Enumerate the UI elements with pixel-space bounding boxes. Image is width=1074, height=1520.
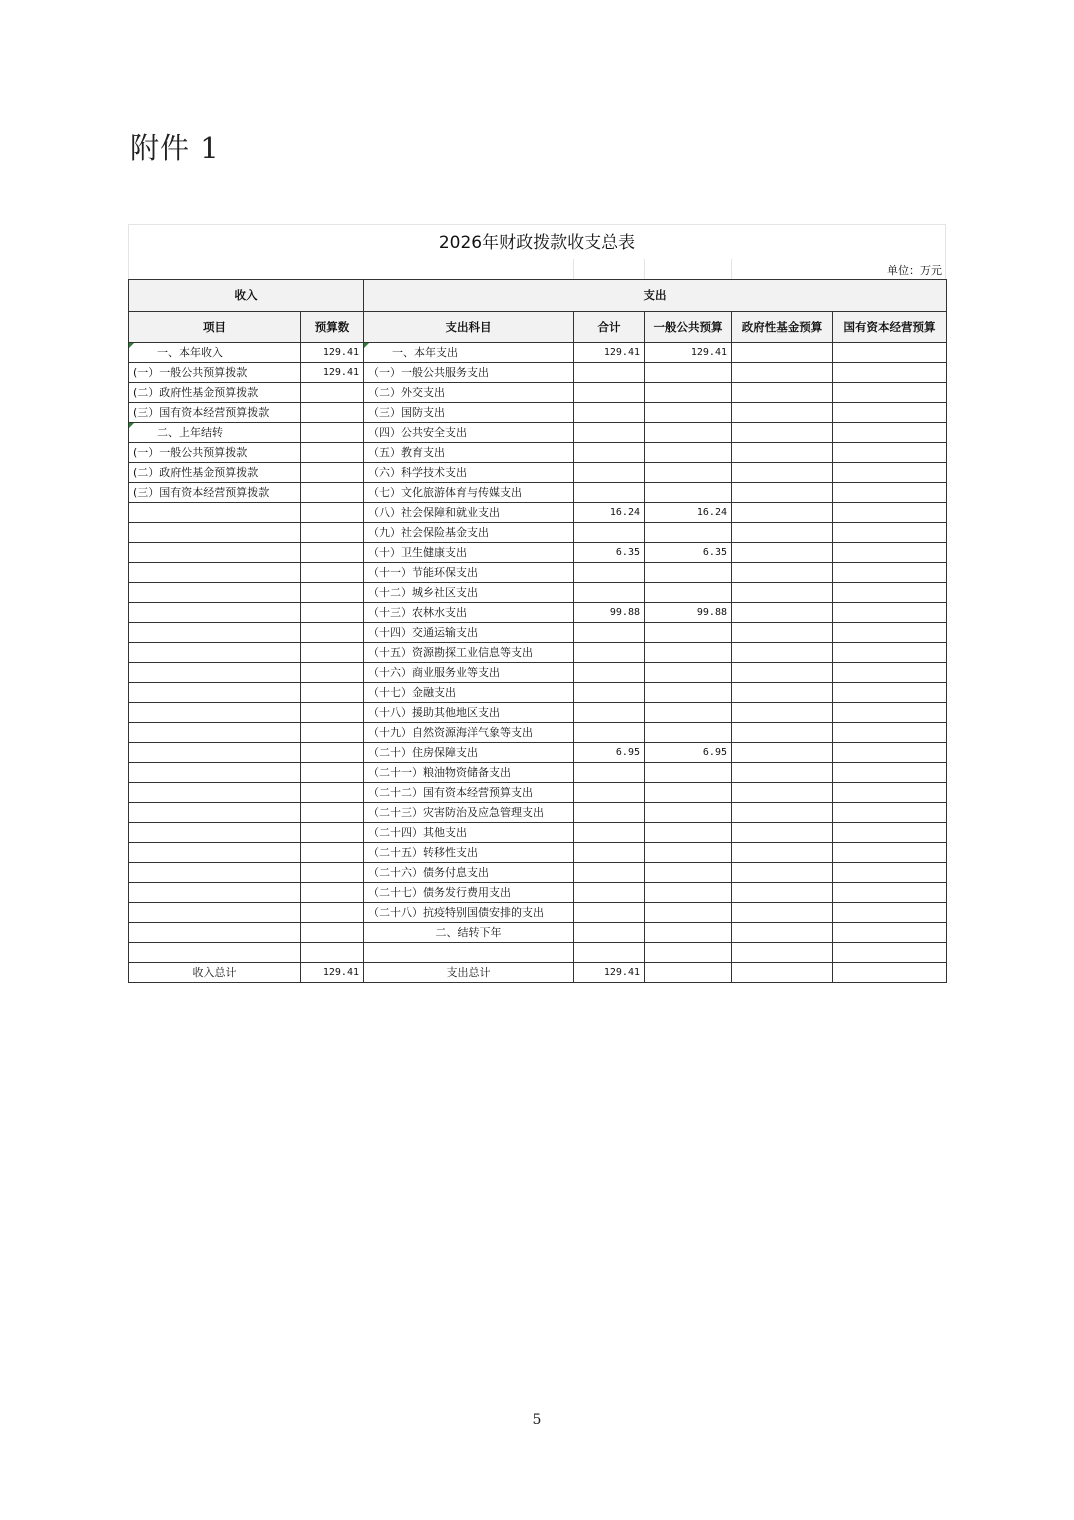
page-number: 5 [532, 1412, 542, 1428]
attachment-label: 附件 1 [130, 131, 220, 165]
expense-item-cell: （二十五）转移性支出 [364, 843, 574, 863]
expense-total-label: 支出总计 [364, 963, 574, 983]
income-amount-cell: 129.41 [301, 343, 364, 363]
general-public-cell [645, 463, 732, 483]
table-row [129, 463, 947, 483]
expense-total-cell [574, 923, 645, 943]
general-public-cell [645, 563, 732, 583]
table-row [129, 843, 947, 863]
gov-fund-cell [732, 503, 833, 523]
income-amount-cell [301, 763, 364, 783]
gov-fund-cell [732, 343, 833, 363]
gov-fund-cell [732, 703, 833, 723]
state-capital-cell [833, 643, 947, 663]
expense-item-cell: （十五）资源勘探工业信息等支出 [364, 643, 574, 663]
gov-fund-cell [732, 463, 833, 483]
expense-item-cell: （八）社会保障和就业支出 [364, 503, 574, 523]
general-public-cell [645, 723, 732, 743]
state-capital-cell [833, 503, 947, 523]
income-amount-cell [301, 723, 364, 743]
state-capital-cell [833, 743, 947, 763]
expense-item-cell: （六）科学技术支出 [364, 463, 574, 483]
general-public-cell [645, 863, 732, 883]
gov-fund-cell [732, 563, 833, 583]
table-row [129, 823, 947, 843]
gov-fund-cell [732, 903, 833, 923]
income-total-label: 收入总计 [129, 963, 301, 983]
state-capital-cell [833, 903, 947, 923]
general-public-cell [645, 403, 732, 423]
income-amount-cell [301, 623, 364, 643]
gov-fund-cell [732, 603, 833, 623]
income-item-cell [129, 563, 301, 583]
state-capital-cell [833, 943, 947, 963]
income-item-cell [129, 763, 301, 783]
gov-fund-cell [732, 923, 833, 943]
expense-item-cell: （三）国防支出 [364, 403, 574, 423]
expense-item-cell: （二十七）债务发行费用支出 [364, 883, 574, 903]
expense-total-cell [574, 363, 645, 383]
expense-total-cell [574, 783, 645, 803]
state-capital-cell [833, 423, 947, 443]
income-amount-cell [301, 463, 364, 483]
expense-total-cell [574, 443, 645, 463]
income-item-cell [129, 703, 301, 723]
general-public-cell [645, 663, 732, 683]
income-amount-cell [301, 943, 364, 963]
expense-item-cell: （二十二）国有资本经营预算支出 [364, 783, 574, 803]
income-item-cell: 一、本年收入 [129, 343, 301, 363]
income-item-cell [129, 923, 301, 943]
state-capital-cell [833, 443, 947, 463]
state-capital-cell [833, 463, 947, 483]
general-public-cell [645, 883, 732, 903]
table-row [129, 663, 947, 683]
income-item-cell [129, 823, 301, 843]
table-row [129, 403, 947, 423]
gov-fund-cell [732, 803, 833, 823]
state-capital-cell [833, 763, 947, 783]
state-capital-cell [833, 803, 947, 823]
expense-item-cell: （一）一般公共服务支出 [364, 363, 574, 383]
general-public-cell: 99.88 [645, 603, 732, 623]
table-row [129, 923, 947, 943]
state-capital-cell [833, 863, 947, 883]
income-item-cell [129, 863, 301, 883]
general-public-cell [645, 923, 732, 943]
income-item-cell [129, 843, 301, 863]
expense-item-cell: （二十四）其他支出 [364, 823, 574, 843]
expense-item-cell: （二十一）粮油物资储备支出 [364, 763, 574, 783]
expense-total-cell [574, 403, 645, 423]
gov-fund-cell [732, 483, 833, 503]
table-row [129, 423, 947, 443]
expense-item-cell: （十一）节能环保支出 [364, 563, 574, 583]
expense-item-cell: （十七）金融支出 [364, 683, 574, 703]
table-row [129, 883, 947, 903]
state-capital-cell [833, 483, 947, 503]
table-row [129, 743, 947, 763]
state-capital-cell [833, 563, 947, 583]
income-amount-cell [301, 683, 364, 703]
col-header-budget-amount: 预算数 [301, 312, 364, 343]
income-item-cell [129, 903, 301, 923]
gov-fund-cell [732, 683, 833, 703]
income-amount-cell [301, 383, 364, 403]
state-capital-cell [833, 703, 947, 723]
gov-fund-cell [732, 943, 833, 963]
income-item-cell [129, 643, 301, 663]
table-row [129, 723, 947, 743]
income-amount-cell [301, 643, 364, 663]
income-item-cell [129, 883, 301, 903]
expense-total-cell [574, 583, 645, 603]
income-amount-cell [301, 783, 364, 803]
gov-fund-cell [732, 443, 833, 463]
income-item-cell: (一）一般公共预算拨款 [129, 443, 301, 463]
table-row [129, 903, 947, 923]
state-capital-total [833, 963, 947, 983]
expense-total-cell [574, 903, 645, 923]
expense-total-cell [574, 383, 645, 403]
expense-item-cell: 一、本年支出 [364, 343, 574, 363]
general-public-total [645, 963, 732, 983]
gov-fund-cell [732, 823, 833, 843]
expense-item-cell: （十四）交通运输支出 [364, 623, 574, 643]
general-public-cell [645, 943, 732, 963]
income-amount-cell [301, 903, 364, 923]
col-header-state-capital: 国有资本经营预算 [833, 312, 947, 343]
expense-item-cell: （四）公共安全支出 [364, 423, 574, 443]
table-row [129, 443, 947, 463]
gov-fund-cell [732, 363, 833, 383]
table-row [129, 763, 947, 783]
state-capital-cell [833, 523, 947, 543]
expense-total-cell: 129.41 [574, 343, 645, 363]
income-item-cell: (三）国有资本经营预算拨款 [129, 483, 301, 503]
col-header-item: 项目 [129, 312, 301, 343]
income-item-cell [129, 683, 301, 703]
gov-fund-cell [732, 863, 833, 883]
income-amount-cell: 129.41 [301, 363, 364, 383]
expense-item-cell: （十八）援助其他地区支出 [364, 703, 574, 723]
general-public-cell [645, 683, 732, 703]
gov-fund-cell [732, 883, 833, 903]
budget-sheet [128, 224, 946, 983]
expense-header: 支出 [364, 280, 947, 312]
expense-total-cell: 6.35 [574, 543, 645, 563]
gov-fund-cell [732, 843, 833, 863]
expense-item-cell: （二）外交支出 [364, 383, 574, 403]
expense-item-cell: （五）教育支出 [364, 443, 574, 463]
general-public-cell: 129.41 [645, 343, 732, 363]
expense-total-cell [574, 863, 645, 883]
expense-total-cell [574, 423, 645, 443]
expense-total-cell [574, 643, 645, 663]
income-item-cell [129, 503, 301, 523]
general-public-cell [645, 443, 732, 463]
expense-item-cell: （十六）商业服务业等支出 [364, 663, 574, 683]
expense-item-cell: （二十六）债务付息支出 [364, 863, 574, 883]
general-public-cell: 6.35 [645, 543, 732, 563]
state-capital-cell [833, 683, 947, 703]
expense-total-cell: 99.88 [574, 603, 645, 623]
state-capital-cell [833, 543, 947, 563]
budget-table [128, 279, 947, 983]
unit-label: 单位：万元 [887, 264, 942, 277]
general-public-cell [645, 583, 732, 603]
expense-total-cell [574, 463, 645, 483]
expense-item-cell: （十二）城乡社区支出 [364, 583, 574, 603]
gov-fund-cell [732, 763, 833, 783]
table-row [129, 643, 947, 663]
expense-total-cell [574, 943, 645, 963]
state-capital-cell [833, 403, 947, 423]
income-amount-cell [301, 523, 364, 543]
expense-total-cell: 16.24 [574, 503, 645, 523]
gov-fund-cell [732, 623, 833, 643]
expense-total-cell [574, 523, 645, 543]
income-item-cell: 二、上年结转 [129, 423, 301, 443]
income-total-amount: 129.41 [301, 963, 364, 983]
general-public-cell [645, 623, 732, 643]
gov-fund-cell [732, 783, 833, 803]
expense-item-cell: （九）社会保险基金支出 [364, 523, 574, 543]
state-capital-cell [833, 783, 947, 803]
table-row [129, 703, 947, 723]
general-public-cell [645, 383, 732, 403]
general-public-cell [645, 843, 732, 863]
header-row-group [129, 280, 947, 312]
income-item-cell: (三）国有资本经营预算拨款 [129, 403, 301, 423]
income-item-cell [129, 663, 301, 683]
income-amount-cell [301, 923, 364, 943]
expense-total-cell [574, 623, 645, 643]
table-row [129, 563, 947, 583]
income-item-cell [129, 943, 301, 963]
income-amount-cell [301, 863, 364, 883]
gov-fund-cell [732, 743, 833, 763]
income-item-cell [129, 523, 301, 543]
expense-total-cell: 6.95 [574, 743, 645, 763]
state-capital-cell [833, 823, 947, 843]
table-row [129, 363, 947, 383]
general-public-cell [645, 423, 732, 443]
income-amount-cell [301, 443, 364, 463]
general-public-cell [645, 703, 732, 723]
expense-item-cell: （二十）住房保障支出 [364, 743, 574, 763]
general-public-cell [645, 523, 732, 543]
income-item-cell [129, 783, 301, 803]
table-row [129, 483, 947, 503]
col-header-gov-fund: 政府性基金预算 [732, 312, 833, 343]
state-capital-cell [833, 923, 947, 943]
income-amount-cell [301, 543, 364, 563]
table-row [129, 503, 947, 523]
gov-fund-total [732, 963, 833, 983]
general-public-cell [645, 483, 732, 503]
general-public-cell: 16.24 [645, 503, 732, 523]
expense-item-cell: （十九）自然资源海洋气象等支出 [364, 723, 574, 743]
state-capital-cell [833, 843, 947, 863]
income-header: 收入 [129, 280, 364, 312]
income-item-cell: (二）政府性基金预算拨款 [129, 383, 301, 403]
general-public-cell [645, 783, 732, 803]
general-public-cell: 6.95 [645, 743, 732, 763]
expense-item-cell: 二、结转下年 [364, 923, 574, 943]
table-row [129, 863, 947, 883]
income-item-cell [129, 543, 301, 563]
income-amount-cell [301, 563, 364, 583]
expense-item-cell: （二十八）抗疫特别国债安排的支出 [364, 903, 574, 923]
table-row [129, 943, 947, 963]
table-row [129, 383, 947, 403]
expense-total-cell [574, 703, 645, 723]
income-item-cell [129, 743, 301, 763]
income-amount-cell [301, 503, 364, 523]
unit-row [128, 259, 946, 279]
table-row [129, 583, 947, 603]
general-public-cell [645, 363, 732, 383]
table-row [129, 783, 947, 803]
state-capital-cell [833, 383, 947, 403]
income-amount-cell [301, 883, 364, 903]
table-row [129, 803, 947, 823]
expense-total-amount: 129.41 [574, 963, 645, 983]
header-row-columns [129, 312, 947, 343]
state-capital-cell [833, 583, 947, 603]
expense-total-cell [574, 563, 645, 583]
gov-fund-cell [732, 583, 833, 603]
expense-item-cell: （十）卫生健康支出 [364, 543, 574, 563]
income-amount-cell [301, 743, 364, 763]
table-row [129, 523, 947, 543]
expense-total-cell [574, 823, 645, 843]
gov-fund-cell [732, 663, 833, 683]
income-item-cell [129, 583, 301, 603]
income-amount-cell [301, 583, 364, 603]
gov-fund-cell [732, 403, 833, 423]
table-title: 2026年财政拨款收支总表 [128, 224, 946, 259]
expense-total-cell [574, 683, 645, 703]
income-amount-cell [301, 843, 364, 863]
income-item-cell [129, 803, 301, 823]
expense-item-cell [364, 943, 574, 963]
state-capital-cell [833, 343, 947, 363]
expense-total-cell [574, 843, 645, 863]
col-header-expense-item: 支出科目 [364, 312, 574, 343]
general-public-cell [645, 803, 732, 823]
gov-fund-cell [732, 643, 833, 663]
income-amount-cell [301, 483, 364, 503]
expense-item-cell: （十三）农林水支出 [364, 603, 574, 623]
totals-row [129, 963, 947, 983]
income-item-cell: (一）一般公共预算拨款 [129, 363, 301, 383]
income-amount-cell [301, 603, 364, 623]
gov-fund-cell [732, 723, 833, 743]
state-capital-cell [833, 363, 947, 383]
gov-fund-cell [732, 543, 833, 563]
col-header-total: 合计 [574, 312, 645, 343]
income-amount-cell [301, 823, 364, 843]
income-amount-cell [301, 423, 364, 443]
general-public-cell [645, 763, 732, 783]
income-item-cell [129, 603, 301, 623]
state-capital-cell [833, 883, 947, 903]
expense-total-cell [574, 723, 645, 743]
income-amount-cell [301, 803, 364, 823]
gov-fund-cell [732, 383, 833, 403]
income-item-cell [129, 723, 301, 743]
general-public-cell [645, 643, 732, 663]
income-amount-cell [301, 663, 364, 683]
state-capital-cell [833, 603, 947, 623]
table-row [129, 543, 947, 563]
income-item-cell: (二）政府性基金预算拨款 [129, 463, 301, 483]
income-item-cell [129, 623, 301, 643]
expense-item-cell: （二十三）灾害防治及应急管理支出 [364, 803, 574, 823]
general-public-cell [645, 903, 732, 923]
gov-fund-cell [732, 423, 833, 443]
expense-total-cell [574, 803, 645, 823]
income-amount-cell [301, 703, 364, 723]
general-public-cell [645, 823, 732, 843]
state-capital-cell [833, 723, 947, 743]
state-capital-cell [833, 663, 947, 683]
income-amount-cell [301, 403, 364, 423]
expense-item-cell: （七）文化旅游体育与传媒支出 [364, 483, 574, 503]
table-row [129, 623, 947, 643]
gov-fund-cell [732, 523, 833, 543]
table-row [129, 603, 947, 623]
table-row [129, 683, 947, 703]
expense-total-cell [574, 663, 645, 683]
col-header-general-public: 一般公共预算 [645, 312, 732, 343]
expense-total-cell [574, 883, 645, 903]
expense-total-cell [574, 763, 645, 783]
state-capital-cell [833, 623, 947, 643]
expense-total-cell [574, 483, 645, 503]
table-row [129, 343, 947, 363]
